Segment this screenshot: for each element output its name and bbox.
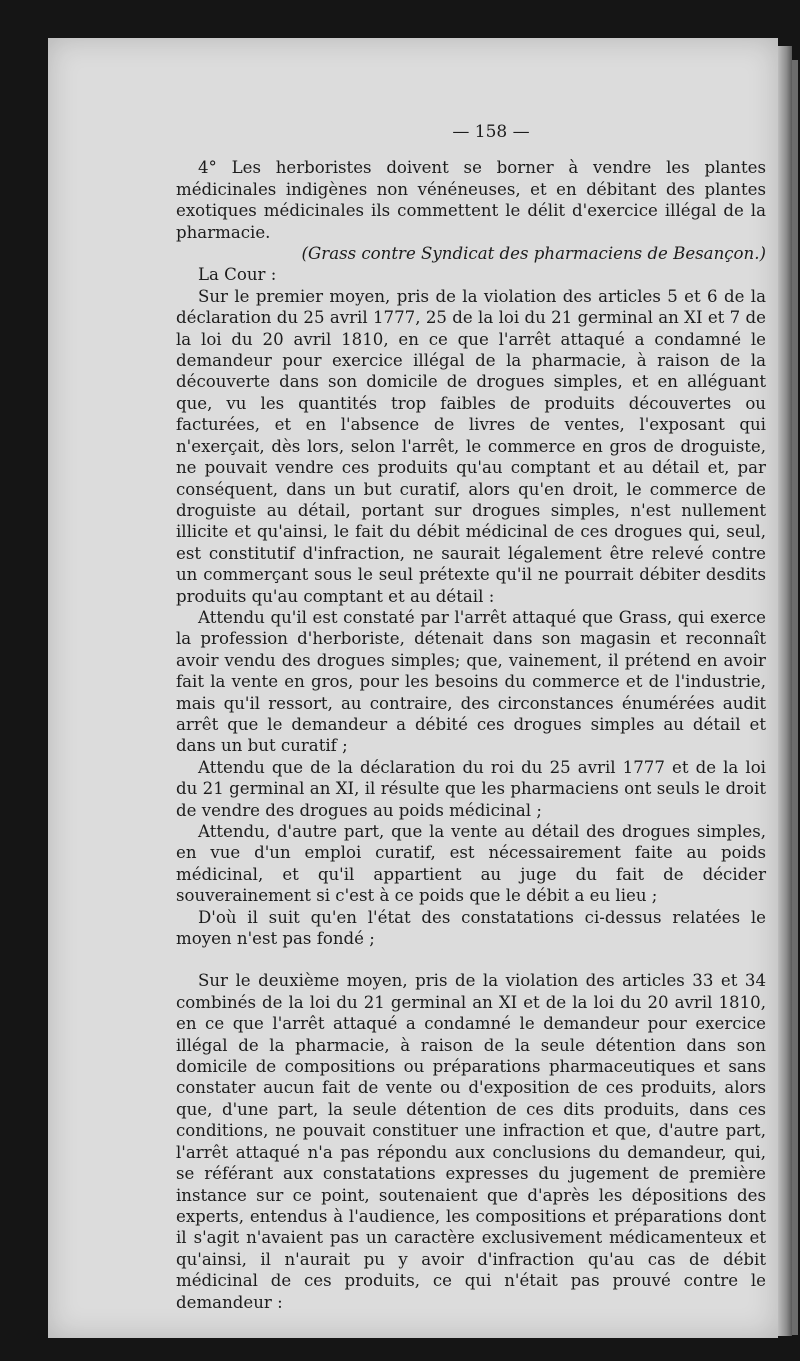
paragraph-attendu-2: Attendu que de la déclaration du roi du 25 avril 1777 et de la loi du 21 germinal an XI, il résulte que les pharmaciens ont seuls le droit de vendre des drogues au poids médicinal ; bbox=[176, 757, 766, 820]
paragraph-conclusion: D'où il suit qu'en l'état des constatations ci-dessus relatées le moyen n'est pas fondé ; bbox=[176, 907, 766, 949]
paragraph-deuxieme-moyen: Sur le deuxième moyen, pris de la violation des articles 33 et 34 combinés de la loi du 21 germinal an XI et de la loi du 20 avril 1810, en ce que l'arrêt attaqué a condamné le demandeur pour exercice illégal de la pharmacie, à raison de la seule détention dans son domicile de compositions ou préparations pharmaceutiques et sans constater aucun fait de vente ou d'exposition de ces produits, alors que, d'une part, la seule détention de ces dits produits, dans ces conditions, ne pouvait constituer une infraction et que, d'autre part, l'arrêt attaqué n'a pas répondu aux conclusions du demandeur, qui, se référant aux constatations expresses du jugement de première instance sur ce point, soutenaient que d'après les dépositions des experts, entendus à l'audience, les compositions et préparations dont il s'agit n'avaient pas un caractère exclusivement médicamenteux et qu'ainsi, il n'aurait pu y avoir d'infraction qu'au cas de débit médicinal de ces produits, ce qui n'était pas prouvé contre le demandeur : bbox=[176, 971, 766, 1312]
paragraph-premier-moyen: Sur le premier moyen, pris de la violation des articles 5 et 6 de la déclaration du 25 avril 1777, 25 de la loi du 21 germinal an XI et 7 de la loi du 20 avril 1810, en ce que l'arrêt attaqué a condamné le demandeur pour exercice illégal de la pharmacie, à raison de la découverte dans son domicile de drogues simples, et en alléguant que, vu les quantités trop faibles de produits découvertes ou facturées, et en l'absence de livres de ventes, l'exposant qui n'exerçait, dès lors, selon l'arrêt, le commerce en gros de droguiste, ne pouvait vendre ces produits qu'au comptant et au détail et, par conséquent, dans un but curatif, alors qu'en droit, le commerce de droguiste au détail, portant sur drogues simples, n'est nullement illicite et qu'ainsi, le fait du débit médicinal de ces drogues qui, seul, est constitutif d'infraction, ne saurait légalement être relevé contre un commerçant sous le seul prétexte qu'il ne pourrait débiter desdits produits qu'au comptant et au détail : bbox=[176, 286, 766, 606]
paragraph-attendu-3: Attendu, d'autre part, que la vente au détail des drogues simples, en vue d'un emploi curatif, est nécessairement faite au poids médicinal, et qu'il appartient au juge du fait de décider souverainement si c'est à ce poids que le débit a eu lieu ; bbox=[176, 822, 766, 906]
case-citation: (Grass contre Syndicat des pharmaciens de Besançon.) bbox=[301, 244, 766, 264]
paragraph-la-cour: La Cour : bbox=[198, 265, 277, 285]
page-edge-shadow bbox=[792, 60, 798, 1335]
paragraph-attendu-1: Attendu qu'il est constaté par l'arrêt attaqué que Grass, qui exerce la profession d'herboriste, détenait dans son magasin et reconnaît avoir vendu des drogues simples; que, vainement, il prétend en avoir fait la vente en gros, pour les besoins du commerce et de l'industrie, mais qu'il ressort, au contraire, des circonstances énumérées audit arrêt que le demandeur a débité ces drogues simples au détail et dans un but curatif ; bbox=[176, 607, 766, 756]
page-edge bbox=[778, 46, 792, 1336]
page-text bbox=[176, 122, 766, 1313]
paragraph-summary: 4° Les herboristes doivent se borner à vendre les plantes médicinales indigènes non vénéneuses, et en débitant des plantes exotiques médicinales ils commettent le délit d'exercice illégal de la pharmacie. bbox=[176, 158, 766, 242]
page-number: — 158 — bbox=[452, 122, 530, 142]
